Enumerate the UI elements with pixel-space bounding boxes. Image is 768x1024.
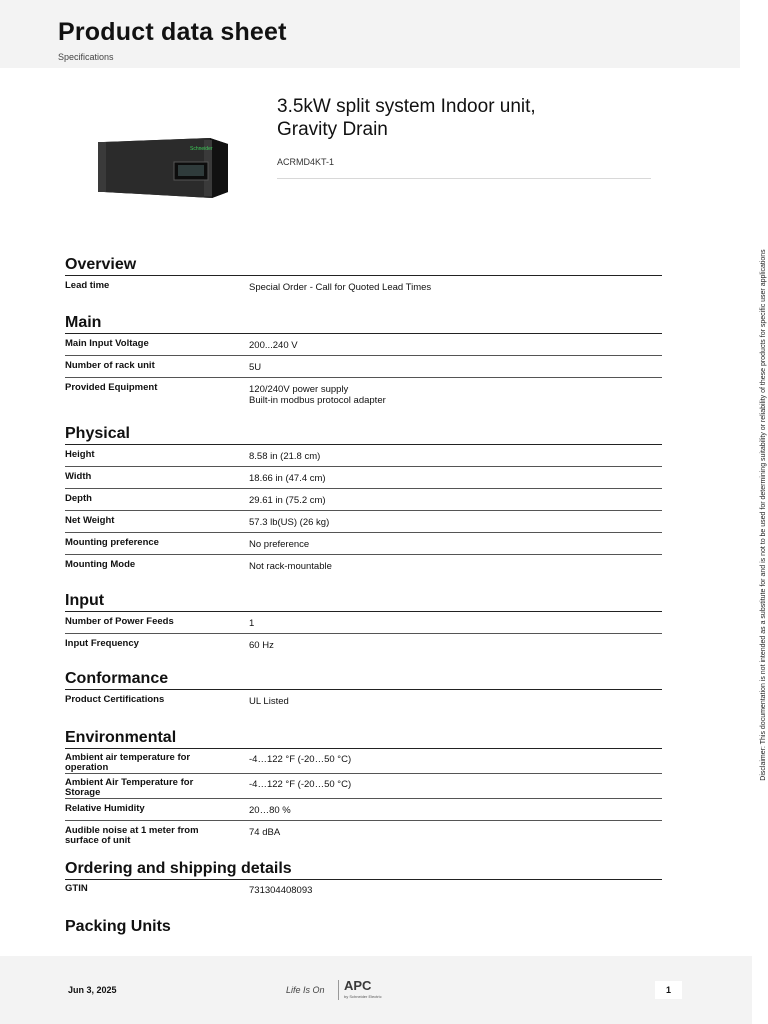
spec-row [65,799,662,821]
disclaimer-text: Disclaimer: This documentation is not intended as a substitute for and is not to be used for determining suitability or reliability of these products for specific user applications [760,249,767,781]
page-title: Product data sheet [58,18,287,46]
product-image-brand: Schneider [190,146,213,152]
spec-row [65,749,662,774]
spec-label: Mounting preference [65,537,159,548]
spec-label: Input Frequency [65,638,139,649]
spec-row [65,511,662,533]
section-environmental [65,728,662,847]
footer-brand [286,978,416,1002]
spec-label: Mounting Mode [65,559,136,570]
spec-label: Net Weight [65,515,115,526]
spec-row [65,880,662,900]
spec-label: Height [65,449,95,460]
product-image [98,136,230,200]
spec-row [65,276,662,298]
spec-label: Width [65,471,92,482]
spec-value: 57.3 lb(US) (26 kg) [249,517,330,528]
spec-value: 120/240V power supply Built-in modbus protocol adapter [249,384,386,406]
section-heading: Conformance [65,669,662,690]
spec-row [65,774,662,799]
spec-label: Ambient air temperature for operation [65,752,191,773]
spec-value: 18.66 in (47.4 cm) [249,473,326,484]
spec-row [65,634,662,655]
spec-value: No preference [249,539,310,550]
spec-row [65,489,662,511]
spec-row [65,467,662,489]
section-ordering [65,859,662,900]
spec-label: Provided Equipment [65,382,158,393]
spec-value: 20…80 % [249,805,291,816]
section-heading: Input [65,591,662,612]
product-code: ACRMD4KT-1 [277,157,335,167]
section-conformance [65,669,662,711]
spec-value: 731304408093 [249,885,313,896]
spec-value: 74 dBA [249,827,281,838]
spec-value: 60 Hz [249,640,274,651]
apc-logo [344,978,384,992]
life-is-on-tagline: Life Is On [286,985,325,995]
section-heading: Main [65,313,662,334]
svg-text:APC: APC [344,978,372,992]
spec-label: GTIN [65,883,88,894]
section-heading: Ordering and shipping details [65,859,662,880]
spec-label: Main Input Voltage [65,338,149,349]
product-divider [277,178,651,179]
spec-label: Lead time [65,280,110,291]
brand-separator [338,980,339,1000]
spec-label: Audible noise at 1 meter from surface of unit [65,825,199,846]
footer-date: Jun 3, 2025 [68,985,117,995]
spec-label: Number of rack unit [65,360,155,371]
spec-label: Depth [65,493,92,504]
product-title-line1: 3.5kW split system Indoor unit, [277,96,536,117]
spec-value: 200...240 V [249,340,298,351]
spec-value: 29.61 in (75.2 cm) [249,495,326,506]
spec-row [65,445,662,467]
page-number: 1 [655,981,682,999]
spec-label: Number of Power Feeds [65,616,174,627]
spec-row [65,690,662,711]
section-heading: Packing Units [65,918,171,935]
section-packing [65,917,662,937]
page-subtitle: Specifications [58,52,114,62]
section-input [65,591,662,655]
spec-value: Not rack-mountable [249,561,332,572]
spec-value: -4…122 °F (-20…50 °C) [249,754,352,765]
product-title [277,95,657,141]
spec-value: UL Listed [249,696,289,707]
spec-row [65,356,662,378]
spec-label: Relative Humidity [65,803,145,814]
spec-value: Special Order - Call for Quoted Lead Times [249,282,432,293]
section-overview [65,255,662,298]
section-heading: Physical [65,424,662,445]
disclaimer [757,230,768,800]
spec-value: 5U [249,362,262,373]
spec-value: 1 [249,618,255,629]
spec-label: Ambient Air Temperature for Storage [65,777,194,798]
section-main [65,313,662,412]
section-heading: Overview [65,255,662,276]
spec-row [65,612,662,634]
spec-row [65,378,662,412]
section-physical [65,424,662,576]
apc-logo-subtext: by Schneider Electric [344,994,382,999]
spec-row [65,821,662,847]
spec-row [65,533,662,555]
product-title-line2: Gravity Drain [277,119,388,140]
spec-value: -4…122 °F (-20…50 °C) [249,779,352,790]
section-heading: Environmental [65,728,662,749]
spec-row [65,555,662,576]
spec-label: Product Certifications [65,694,165,705]
spec-value: 8.58 in (21.8 cm) [249,451,321,462]
spec-row [65,334,662,356]
